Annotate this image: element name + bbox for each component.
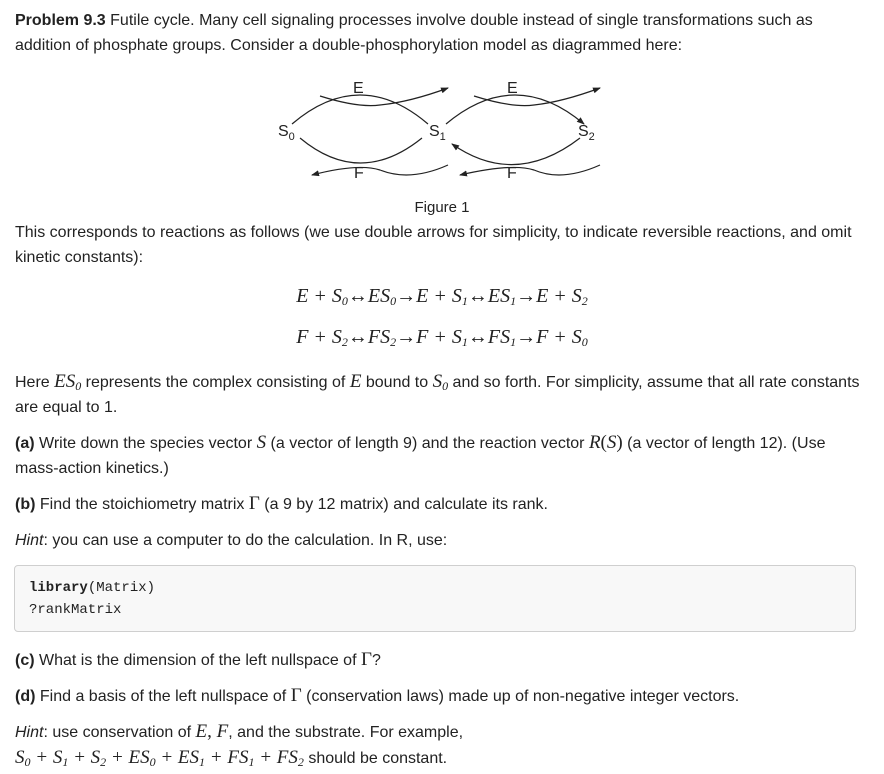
question-b: (b) Find the stoichiometry matrix Γ (a 9 by 12 matrix) and calculate its rank. [15,493,548,514]
math-s0: $S_0$ [432,371,449,393]
question-d: (d) Find a basis of the left nullspace of Γ (conservation laws) made up of non-negative integer vectors. [15,685,740,706]
species-s2: $S_2$ [578,123,595,143]
hint-2: Hint: use conservation of E, F, and the substrate. For example, $S_0 + S_1 + S_2 + ES_0 + ES_1 + FS_1 + FS_2$ should be constant. [15,721,464,769]
math-e: E [349,371,362,392]
arc-s0-s1-top [292,95,428,124]
arrow-f-left [312,165,448,175]
conservation-sum: $S_0 + S_1 + S_2 + ES_0 + ES_1 + FS_1 + FS_2$ [15,747,304,769]
equation-e: $E + S_0\leftrightarrow ES_0\to E$ + $S_1\leftrightarrow ES_1\to E + S_2$ [296,285,588,308]
enzyme-e-left: E [353,80,364,97]
problem-intro [15,8,865,58]
problem-intro-text: Futile cycle. Many cell signaling processes involve double instead of single transformations such as addition of phosphate groups. Consider a double-phosphorylation model as diagrammed here: [15,12,813,54]
code-block [14,565,856,632]
enzyme-e-right: E [507,80,518,97]
code-line-2: ?rankMatrix [29,602,122,618]
arrow-e-right [474,88,600,106]
figure-caption: Figure 1 [414,199,470,216]
equation-f: $F + S_2\leftrightarrow FS_2\to F$ + $S_1\leftrightarrow FS_1\to F + S_0$ [296,326,588,349]
arc-s1-s0-bottom [300,138,422,163]
arc-s2-s1-bottom [452,138,580,165]
math-es0: $ES_0$ [54,371,82,393]
species-s1: $S_1$ [429,123,446,143]
question-c: (c) What is the dimension of the left nullspace of Γ? [15,649,381,670]
enzyme-f-left: F [354,165,364,182]
question-a: (a) Write down the species vector S (a vector of length 9) and the reaction vector R(S) (a vector of length 12). (Use mass-action kinetics.) [15,432,826,477]
arrow-f-right [460,165,600,175]
species-s0: $S_0$ [278,123,295,143]
arrow-e-left [320,88,448,106]
reactions-intro: This corresponds to reactions as follows (we use double arrows for simplicity, to indicate reversible reactions, and omit kinetic constants): [15,224,852,266]
hint-1: Hint: you can use a computer to do the calculation. In R, use: [15,532,448,549]
problem-label: Problem 9.3 [15,12,106,29]
phosphorylation-diagram [270,72,610,190]
enzyme-f-right: F [507,165,517,182]
code-line-1: library(Matrix) [29,580,156,596]
here-paragraph: Here $ES_0$ represents the complex consisting of E bound to $S_0$ and so forth. For simplicity, assume that all rate constants are equal to 1. [15,371,860,416]
